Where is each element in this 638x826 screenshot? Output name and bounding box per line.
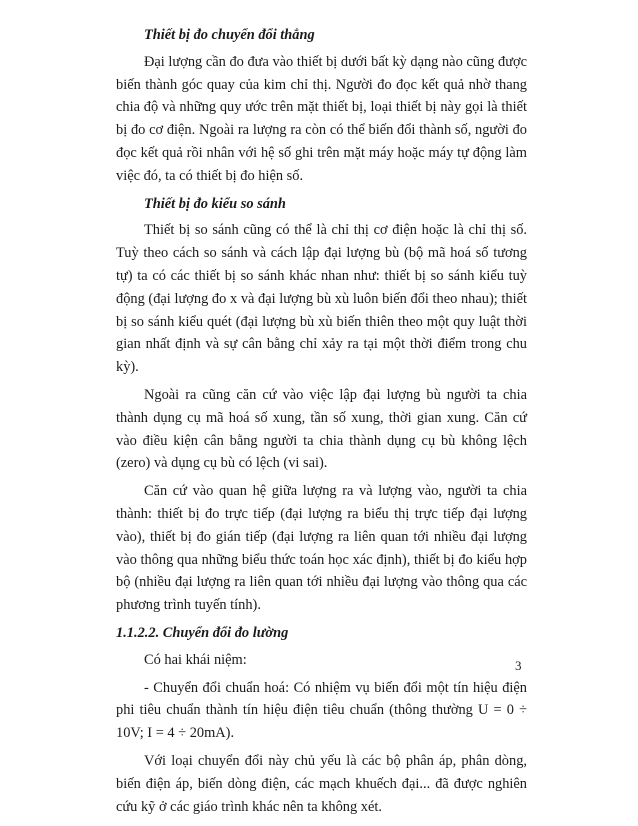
section-heading-comparison: Thiết bị đo kiểu so sánh (144, 195, 286, 212)
section-heading-direct-conversion: Thiết bị đo chuyển đổi thẳng (144, 27, 315, 43)
page-number: 3 (515, 658, 522, 673)
paragraph-standardized-conversion: - Chuyển đổi chuẩn hoá: Có nhiệm vụ biến đổi một tín hiệu điện phi tiêu chuẩn thành tín hiệu điện tiêu chuẩn (thông thường U = 0 ÷ 10V; I = 4 ÷ 20mA). (116, 679, 527, 742)
section-heading-measurement-conversion: 1.1.2.2. Chuyển đổi đo lường (116, 624, 289, 641)
paragraph-input-output-relation: Căn cứ vào quan hệ giữa lượng ra và lượng vào, người ta chia thành: thiết bị đo trực tiếp (đại lượng ra biểu thị trực tiếp đại lượng vào), thiết bị đo gián tiếp (đại lượng ra liên quan tới nhiều đại lượng vào thông qua những biểu thức toán học xác định), thiết bị đo kiểu hợp bộ (nhiều đại lượng ra liên quan tới nhiều đại lượng vào thông qua các phương trình tuyến tính). (116, 483, 527, 614)
paragraph-conversion-components: Với loại chuyển đổi này chủ yếu là các bộ phân áp, phân dòng, biến điện áp, biến dòng điện, các mạch khuếch đại... đã được nghiên cứu kỹ ở các giáo trình khác nên ta không xét. (116, 752, 527, 815)
paragraph-compensation-types: Ngoài ra cũng căn cứ vào việc lập đại lượng bù người ta chia thành dụng cụ mã hoá số xung, tần số xung, thời gian xung. Căn cứ vào điều kiện cân bằng người ta chia thành dụng cụ bù không lệch (zero) và dụng cụ bù có lệch (vi sai). (116, 386, 527, 472)
paragraph-two-concepts: Có hai khái niệm: (144, 651, 247, 668)
paragraph-direct-conversion: Đại lượng cần đo đưa vào thiết bị dưới bất kỳ dạng nào cũng được biến thành góc quay của kim chỉ thị. Người đo đọc kết quả nhờ thang chia độ và những quy ước trên mặt thiết bị, loại thiết bị này gọi là thiết bị đo cơ điện. Ngoài ra lượng ra còn có thể biến đổi thành số, người đo đọc kết quả rồi nhân với hệ số ghi trên mặt máy hoặc máy tự động làm việc đó, ta có thiết bị đo hiện số. (116, 53, 527, 184)
document-page (116, 24, 527, 823)
paragraph-comparison-devices: Thiết bị so sánh cũng có thể là chỉ thị cơ điện hoặc là chỉ thị số. Tuỳ theo cách so sánh và cách lập đại lượng bù (bộ mã hoá số tương tự) ta có các thiết bị so sánh khác nhan như: thiết bị so sánh kiểu tuỳ động (đại lượng đo x và đại lượng bù xù luôn biến đổi theo nhau); thiết bị so sánh kiểu quét (đại lượng bù xù biến thiên theo một quy luật thời gian nhất định và sự cân bằng chỉ xảy ra tại một thời điểm trong chu kỳ). (116, 222, 527, 376)
